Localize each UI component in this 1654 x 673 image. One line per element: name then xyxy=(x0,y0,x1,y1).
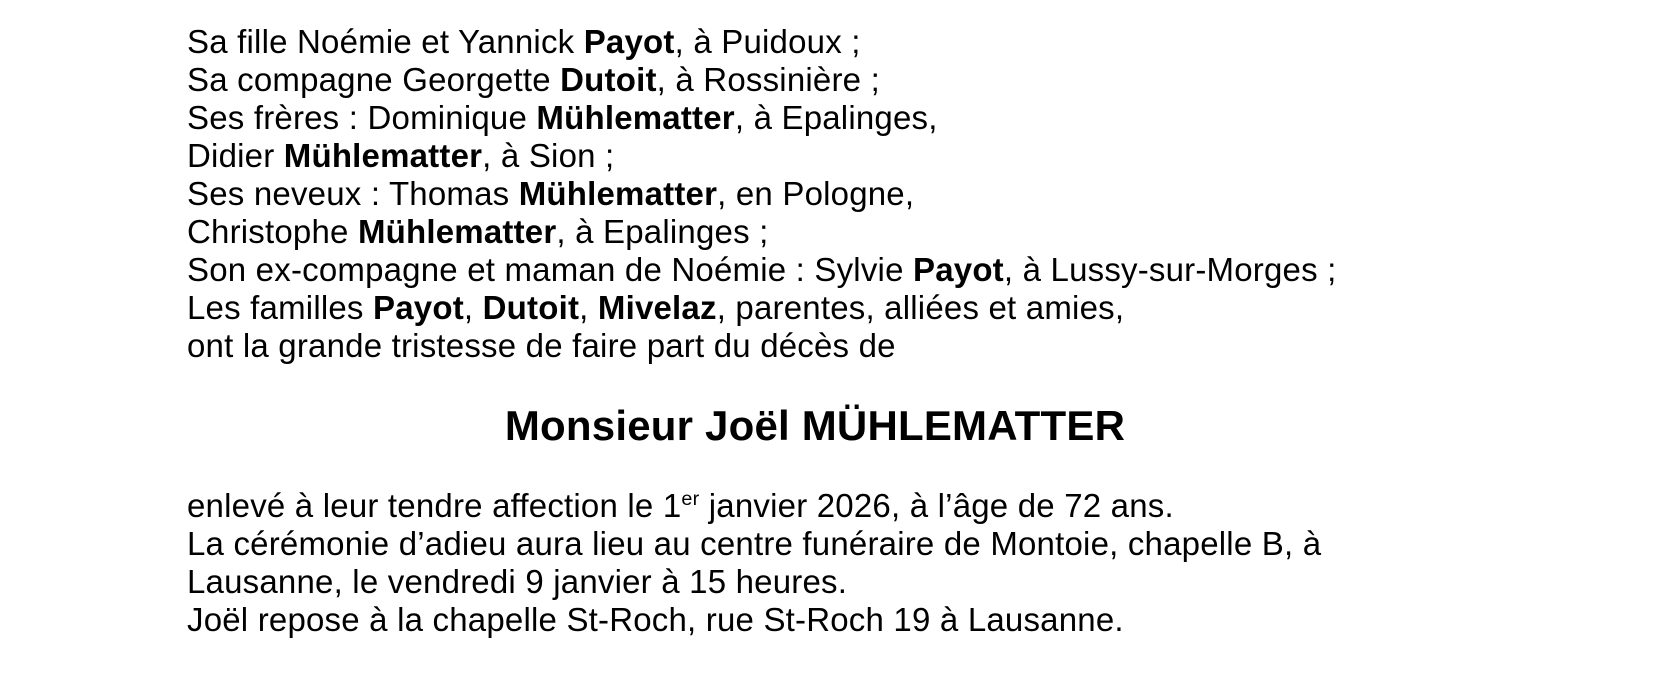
text-segment: Les familles xyxy=(187,289,374,326)
text-line xyxy=(187,563,1443,601)
text-segment: , à Epalinges, xyxy=(734,99,938,136)
text-segment: , à Sion ; xyxy=(482,137,615,174)
text-line xyxy=(187,525,1443,563)
family-relatives-list xyxy=(187,23,1443,365)
ceremony-details xyxy=(187,487,1443,639)
text-segment: Ses frères : Dominique xyxy=(187,99,537,136)
text-line xyxy=(187,487,1443,525)
text-line xyxy=(187,289,1443,327)
text-segment: La cérémonie d’adieu aura lieu au centre funéraire de Montoie, chapelle B, à xyxy=(187,525,1322,562)
text-segment: , à Lussy-sur-Morges ; xyxy=(1003,251,1337,288)
surname-bold: Payot xyxy=(913,251,1004,288)
surname-bold: Dutoit xyxy=(482,289,580,326)
surname-bold: Payot xyxy=(373,289,464,326)
surname-bold: Dutoit xyxy=(560,61,657,98)
surname-bold: Mivelaz xyxy=(597,289,717,326)
text-line xyxy=(187,137,1443,175)
text-line xyxy=(187,23,1443,61)
text-segment: , xyxy=(463,289,483,326)
ordinal-superscript: er xyxy=(681,488,700,510)
text-segment: , parentes, alliées et amies, xyxy=(716,289,1125,326)
text-segment: Joël repose à la chapelle St-Roch, rue St-Roch 19 à Lausanne. xyxy=(187,601,1124,638)
text-line xyxy=(187,327,1443,365)
text-segment: Christophe xyxy=(187,213,358,250)
surname-bold: Mühlematter xyxy=(283,137,483,174)
deceased-name-title: Monsieur Joël MÜHLEMATTER xyxy=(504,402,1126,449)
text-segment: Ses neveux : Thomas xyxy=(187,175,519,212)
surname-bold: Mühlematter xyxy=(518,175,718,212)
text-segment: , à Puidoux ; xyxy=(674,23,861,60)
surname-bold: Mühlematter xyxy=(357,213,557,250)
text-segment: , à Epalinges ; xyxy=(556,213,769,250)
text-segment: enlevé à leur tendre affection le 1 xyxy=(187,487,682,524)
text-segment: , xyxy=(579,289,598,326)
text-segment: Sa compagne Georgette xyxy=(187,61,561,98)
text-segment: Son ex-compagne et maman de Noémie : Sylvie xyxy=(187,251,913,288)
text-line xyxy=(187,213,1443,251)
text-line xyxy=(187,61,1443,99)
text-segment: Sa fille Noémie et Yannick xyxy=(187,23,584,60)
text-segment: , à Rossinière ; xyxy=(656,61,880,98)
text-segment: ont la grande tristesse de faire part du décès de xyxy=(187,327,896,364)
text-line xyxy=(187,99,1443,137)
text-segment: Didier xyxy=(187,137,284,174)
text-segment: Lausanne, le vendredi 9 janvier à 15 heures. xyxy=(187,563,848,600)
text-line xyxy=(187,175,1443,213)
text-segment: janvier 2026, à l’âge de 72 ans. xyxy=(699,487,1174,524)
text-line xyxy=(187,601,1443,639)
surname-bold: Mühlematter xyxy=(536,99,735,136)
surname-bold: Payot xyxy=(583,23,675,60)
text-line xyxy=(187,251,1443,289)
text-segment: , en Pologne, xyxy=(717,175,915,212)
obituary-notice xyxy=(187,23,1443,639)
